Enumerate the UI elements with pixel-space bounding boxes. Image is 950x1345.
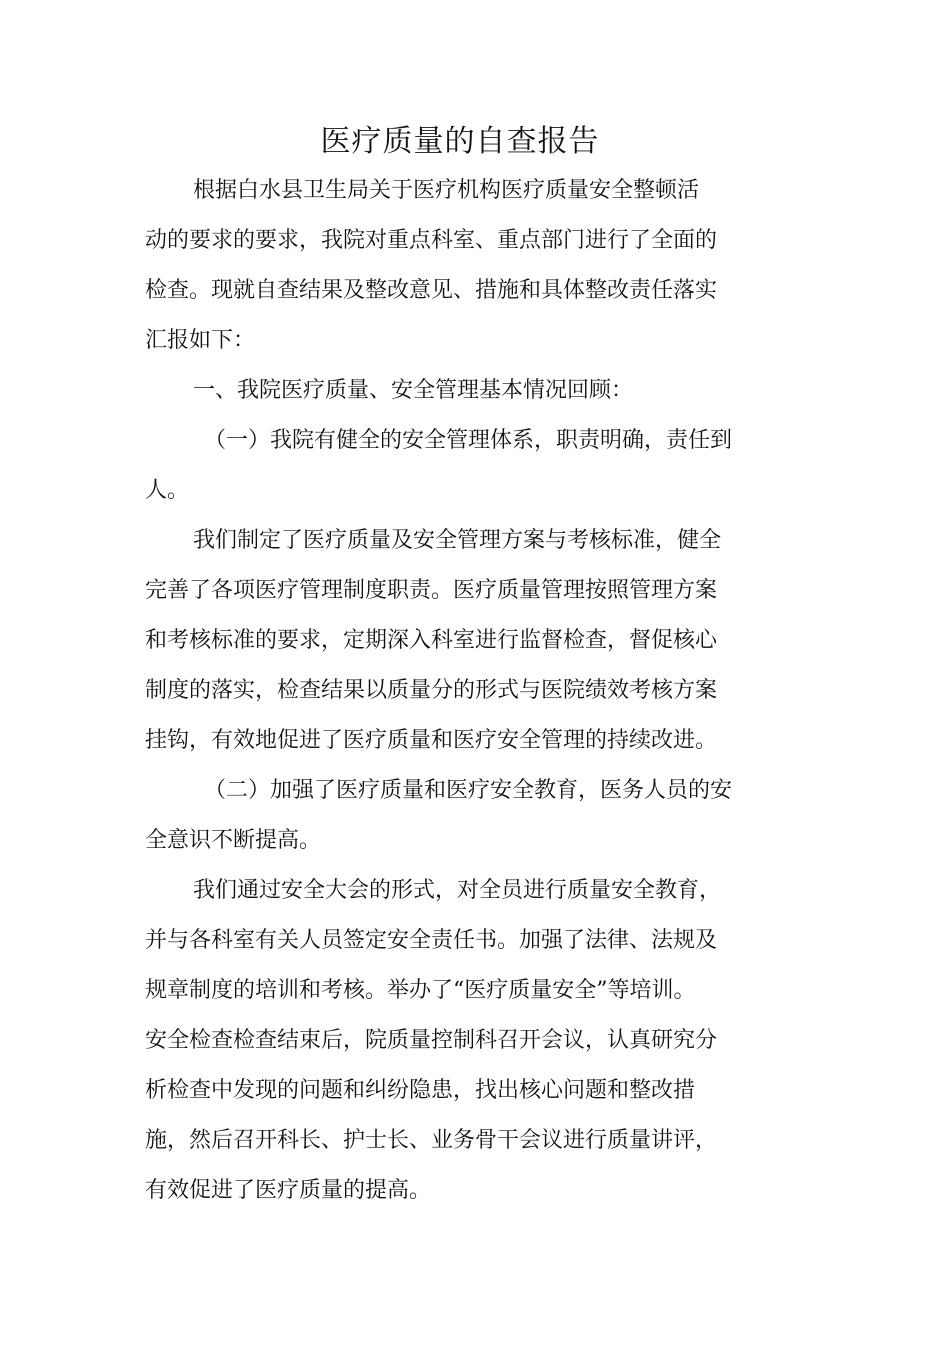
- text-line: 安全检查检查结束后，院质量控制科召开会议，认真研究分: [145, 1028, 718, 1053]
- text-line: 人。: [145, 478, 190, 503]
- text-line: 检查。现就自查结果及整改意见、措施和具体整改责任落实: [145, 278, 718, 303]
- document-title: 医疗质量的自查报告: [320, 124, 600, 159]
- text-line: （二）加强了医疗质量和医疗安全教育，医务人员的安: [204, 778, 733, 803]
- text-line: （一）我院有健全的安全管理体系，职责明确，责任到: [204, 428, 733, 453]
- text-line: 我们制定了医疗质量及安全管理方案与考核标准，健全: [193, 528, 722, 553]
- text-line: 制度的落实，检查结果以质量分的形式与医院绩效考核方案: [145, 678, 718, 703]
- text-line: 挂钩，有效地促进了医疗质量和医疗安全管理的持续改进。: [145, 728, 718, 753]
- text-line: 有效促进了医疗质量的提高。: [145, 1178, 432, 1203]
- text-line: 汇报如下：: [145, 328, 256, 353]
- text-line: 完善了各项医疗管理制度职责。医疗质量管理按照管理方案: [145, 578, 718, 603]
- text-line: 施，然后召开科长、护士长、业务骨干会议进行质量讲评，: [145, 1128, 718, 1153]
- text-line: 根据白水县卫生局关于医疗机构医疗质量安全整顿活: [193, 178, 700, 203]
- text-line: 全意识不断提高。: [145, 828, 322, 853]
- text-line: 并与各科室有关人员签定安全责任书。加强了法律、法规及: [145, 928, 718, 953]
- text-line: 动的要求的要求，我院对重点科室、重点部门进行了全面的: [145, 228, 718, 253]
- text-line: 规章制度的培训和考核。举办了“医疗质量安全”等培训。: [145, 978, 696, 1003]
- text-line: 我们通过安全大会的形式，对全员进行质量安全教育，: [193, 878, 722, 903]
- text-line: 一、我院医疗质量、安全管理基本情况回顾：: [193, 378, 634, 403]
- text-line: 析检查中发现的问题和纠纷隐患，找出核心问题和整改措: [145, 1078, 696, 1103]
- text-line: 和考核标准的要求，定期深入科室进行监督检查，督促核心: [145, 628, 718, 653]
